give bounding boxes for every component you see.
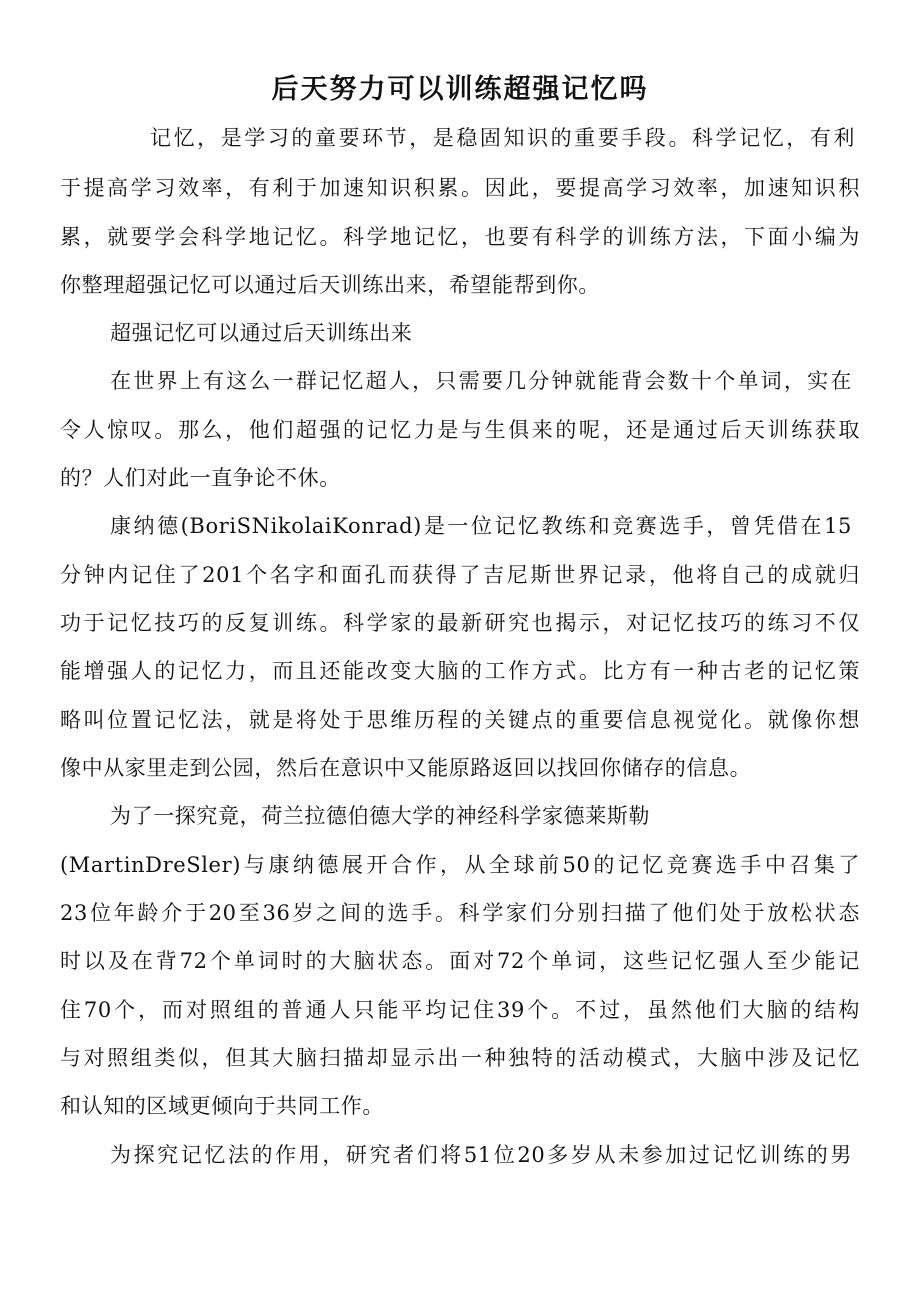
text-line: 为了一探究竟，荷兰拉德伯德大学的神经科学家德莱斯勒 (110, 804, 650, 828)
text-line: 于提高学习效率，有利于加速知识积累。因此，要提高学习效率，加速知识积 (60, 176, 860, 200)
section-heading: 超强记忆可以通过后天训练出来 (110, 321, 413, 345)
text-line: 令人惊叹。那么，他们超强的记忆力是与生俱来的呢，还是通过后天训练获取 (60, 418, 860, 442)
text-line: 在世界上有这么一群记忆超人，只需要几分钟就能背会数十个单词，实在 (110, 369, 852, 393)
text-line: 累，就要学会科学地记忆。科学地记忆，也要有科学的训练方法，下面小编为 (60, 225, 860, 249)
text-line: 的？人们对此一直争论不休。 (60, 466, 341, 490)
text-line: 像中从家里走到公园，然后在意识中又能原路返回以找回你储存的信息。 (60, 756, 752, 780)
text-line: 住70个，而对照组的普通人只能平均记住39个。不过，虽然他们大脑的结构 (60, 998, 860, 1022)
text-line: 你整理超强记忆可以通过后天训练出来，希望能帮到你。 (60, 273, 600, 297)
text-line: 23位年龄介于20至36岁之间的选手。科学家们分别扫描了他们处于放松状态 (60, 901, 860, 925)
text-line: 分钟内记住了201个名字和面孔而获得了吉尼斯世界记录，他将自己的成就归 (60, 563, 860, 587)
text-line: 记忆，是学习的童要环节，是稳固知识的重要手段。科学记忆，有利 (150, 126, 855, 150)
text-line: 与对照组类似，但其大脑扫描却显示出一种独特的活动模式，大脑中涉及记忆 (60, 1046, 860, 1070)
text-line: 功于记忆技巧的反复训练。科学家的最新研究也揭示，对记忆技巧的练习不仅 (60, 611, 860, 635)
text-line: 能增强人的记忆力，而且还能改变大脑的工作方式。比方有一种古老的记忆策 (60, 659, 860, 683)
text-line: 时以及在背72个单词时的大脑状态。面对72个单词，这些记忆强人至少能记 (60, 949, 860, 973)
page-title: 后天努力可以训练超强记忆吗 (271, 74, 649, 105)
text-line: 康纳德(BoriSNikolaiKonrad)是一位记忆教练和竞赛选手，曾凭借在15 (110, 514, 852, 538)
text-line: 为探究记忆法的作用，研究者们将51位20多岁从未参加过记忆训练的男 (110, 1143, 852, 1167)
text-line: 和认知的区域更倾向于共同工作。 (60, 1094, 384, 1118)
text-line: 略叫位置记忆法，就是将处于思维历程的关键点的重要信息视觉化。就像你想 (60, 708, 860, 732)
text-line: (MartinDreSler)与康纳德展开合作，从全球前50的记忆竞赛选手中召集了 (60, 853, 860, 877)
